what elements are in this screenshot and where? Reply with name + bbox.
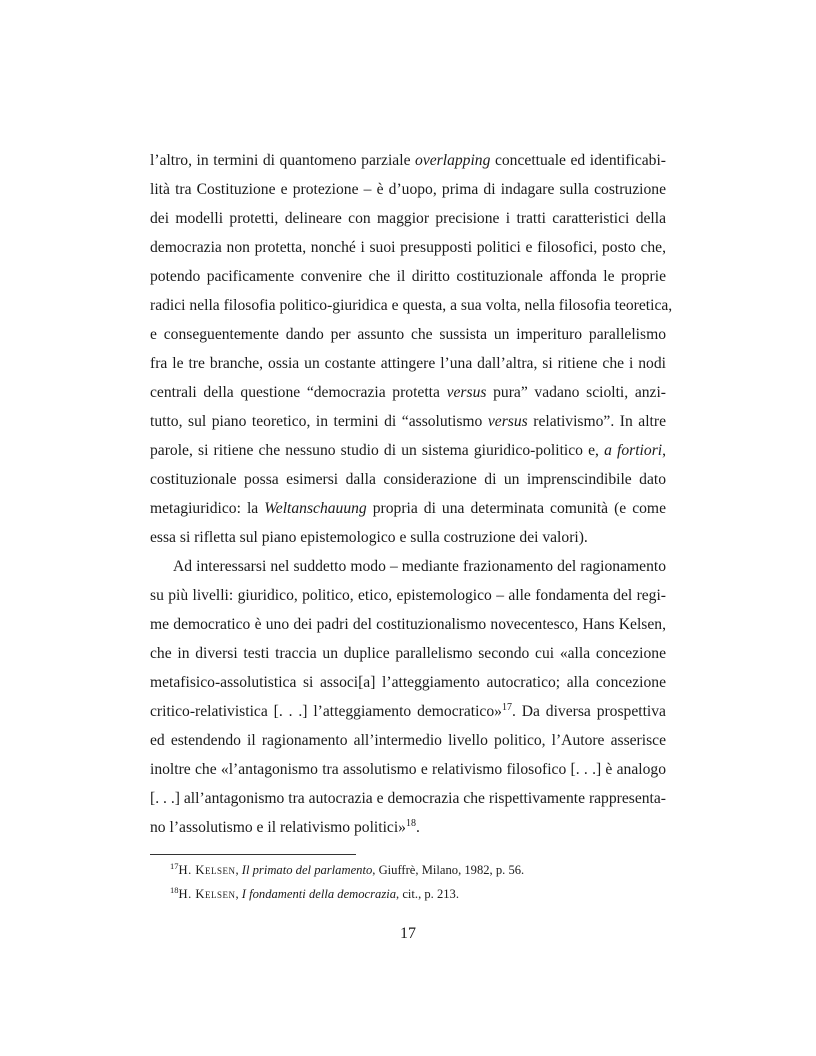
- footnote-divider: [150, 854, 356, 855]
- text-line: radici nella filosofia politico-giuridica e questa, a sua volta, nella filosofia teoretica,: [150, 297, 673, 314]
- footnote-ref-18[interactable]: 18: [405, 818, 416, 829]
- text-line: tutto, sul piano teoretico, in termini di “assolutismo versus relativismo”. In altre: [150, 413, 666, 430]
- text-line: costituzionale possa esimersi dalla considerazione di un imprenscindibile dato: [150, 471, 666, 488]
- text-line: metagiuridico: la Weltanschauung propria di una determinata comunità (e come: [150, 500, 666, 517]
- footnote-17: $^{17}$H. Kelsen, Il primato del parlamento, Giuffrè, Milano, 1982, p. 56.: [170, 861, 525, 877]
- text-line: me democratico è uno dei padri del costituzionalismo novecentesco, Hans Kelsen,: [150, 616, 666, 633]
- text-line: essa si rifletta sul piano epistemologico e sulla costruzione dei valori).: [150, 529, 588, 546]
- footnote-author: H. Kelsen: [178, 887, 236, 901]
- text-line: no l’assolutismo e il relativismo politici»$^{18}$.: [150, 818, 420, 836]
- text-line: su più livelli: giuridico, politico, etico, epistemologico – alle fondamenta del regi-: [150, 587, 666, 604]
- footnote-author: H. Kelsen: [178, 863, 236, 877]
- text-line: potendo pacificamente convenire che il diritto costituzionale affonda le proprie: [150, 268, 666, 285]
- text-line: e conseguentemente dando per assunto che sussista un imperituro parallelismo: [150, 326, 666, 343]
- text-line: metafisico-assolutistica si associ[a] l’atteggiamento autocratico; alla concezione: [150, 674, 666, 691]
- footnote-18: $^{18}$H. Kelsen, I fondamenti della democrazia, cit., p. 213.: [170, 885, 459, 901]
- text-line: inoltre che «l’antagonismo tra assolutismo e relativismo filosofico [. . .] è analogo: [150, 761, 666, 778]
- text-line: democrazia non protetta, nonché i suoi presupposti politici e filosofici, posto che,: [150, 239, 666, 256]
- text-line: Ad interessarsi nel suddetto modo – mediante frazionamento del ragionamento: [173, 558, 666, 575]
- text-line: centrali della questione “democrazia protetta versus pura” vadano sciolti, anzi-: [150, 384, 666, 401]
- footnote-ref-17[interactable]: 17: [501, 702, 512, 713]
- text-line: dei modelli protetti, delineare con maggior precisione i tratti caratteristici della: [150, 210, 666, 227]
- text-line: parole, si ritiene che nessuno studio di un sistema giuridico-politico e, a fortiori,: [150, 442, 666, 459]
- text-line: [. . .] all’antagonismo tra autocrazia e democrazia che rispettivamente rappresenta-: [150, 790, 666, 807]
- text-line: fra le tre branche, ossia un costante attingere l’una dall’altra, si ritiene che i nodi: [150, 355, 666, 372]
- footnote-title: Il primato del parlamento: [241, 863, 373, 877]
- text-line: che in diversi testi traccia un duplice parallelismo secondo cui «alla concezione: [150, 645, 666, 662]
- text-line: critico-relativistica [. . .] l’atteggiamento democratico»$^{17}$. Da diversa prospettiva: [150, 702, 666, 720]
- footnote-title: I fondamenti della democrazia: [241, 887, 397, 901]
- text-line: l’altro, in termini di quantomeno parziale overlapping concettuale ed identificabi-: [150, 152, 666, 169]
- text-line: lità tra Costituzione e protezione – è d’uopo, prima di indagare sulla costruzione: [150, 181, 666, 198]
- page-number: 17: [400, 925, 416, 942]
- text-line: ed estendendo il ragionamento all’intermedio livello politico, l’Autore asserisce: [150, 732, 666, 749]
